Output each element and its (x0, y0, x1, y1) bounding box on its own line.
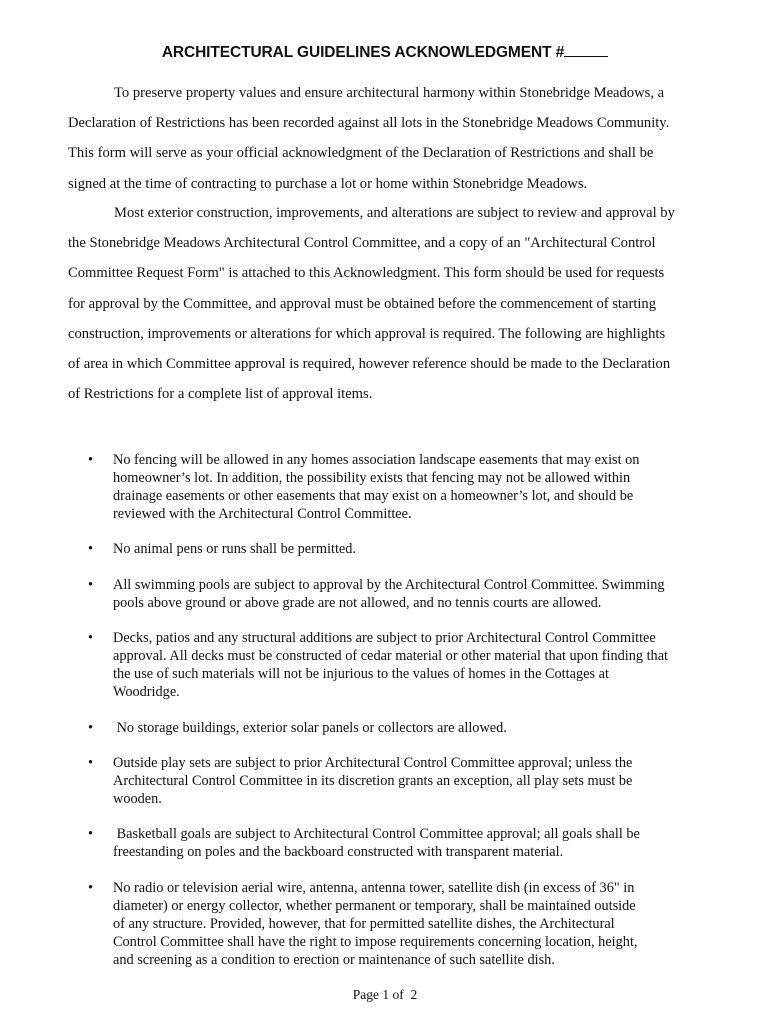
approval-paragraph (68, 198, 708, 409)
bullet-line: No animal pens or runs shall be permitted. (113, 541, 356, 557)
bullet-line: the use of such materials will not be injurious to the values of homes in the Cottages at (113, 666, 609, 683)
paragraph-line: the Stonebridge Meadows Architectural Control Committee, and a copy of an "Architectural Control (68, 235, 656, 252)
paragraph-line: Declaration of Restrictions has been recorded against all lots in the Stonebridge Meadows Community. (68, 115, 670, 132)
bullet-line: drainage easements or other easements that may exist on a homeowner’s lot, and should be (113, 488, 634, 505)
bullet-line: Woodridge. (113, 684, 180, 701)
paragraph-line: Most exterior construction, improvements, and alterations are subject to review and approval by (114, 205, 675, 221)
paragraph-line: construction, improvements or alterations for which approval is required. The following are highlights (68, 325, 666, 342)
bullet-line: pools above ground or above grade are not allowed, and no tennis courts are allowed. (113, 595, 602, 612)
bullet-line: No radio or television aerial wire, antenna, antenna tower, satellite dish (in excess of 36" in (113, 880, 635, 896)
bullet-line: approval. All decks must be constructed of cedar material or other material that upon finding that (113, 648, 669, 665)
bullet-line: Decks, patios and any structural additions are subject to prior Architectural Control Committee (113, 630, 656, 646)
bullet-line: Control Committee shall have the right to impose requirements concerning location, height, (113, 934, 638, 951)
bullet-marker: • (88, 541, 94, 557)
bullet-line: No storage buildings, exterior solar panels or collectors are allowed. (113, 720, 507, 736)
paragraph-line: of Restrictions for a complete list of approval items. (68, 386, 373, 403)
bullet-line: of any structure. Provided, however, that for permitted satellite dishes, the Architectural (113, 916, 615, 933)
bullet-line: Basketball goals are subject to Architectural Control Committee approval; all goals shall be (113, 826, 640, 842)
bullet-marker: • (88, 755, 94, 771)
bullet-line: homeowner’s lot. In addition, the possibility exists that fencing may not be allowed within (113, 470, 631, 487)
paragraph-line: This form will serve as your official acknowledgment of the Declaration of Restrictions and shall be (68, 145, 654, 162)
bullet-marker: • (88, 720, 94, 736)
bullet-marker: • (88, 577, 94, 593)
page-number: Page 1 of 2 (352, 987, 418, 1002)
bullet-line: No fencing will be allowed in any homes association landscape easements that may exist on (113, 452, 640, 468)
bullet-line: and screening as a condition to erection or maintenance of such satellite dish. (113, 952, 555, 969)
paragraph-line: for approval by the Committee, and approval must be obtained before the commencement of starting (68, 295, 657, 312)
paragraph-line: signed at the time of contracting to purchase a lot or home within Stonebridge Meadows. (68, 175, 588, 192)
title-number-blank (564, 44, 608, 57)
bullet-marker: • (88, 826, 94, 842)
bullet-marker: • (88, 630, 94, 646)
bullet-line: freestanding on poles and the backboard constructed with transparent material. (113, 844, 564, 861)
bullet-line: Architectural Control Committee in its discretion grants an exception, all play sets must be (113, 773, 633, 790)
bullet-marker: • (88, 880, 94, 896)
bullet-marker: • (88, 452, 94, 468)
bullet-line: All swimming pools are subject to approval by the Architectural Control Committee. Swimming (113, 577, 665, 593)
paragraph-line: To preserve property values and ensure architectural harmony within Stonebridge Meadows, a (114, 85, 665, 101)
title-text: ARCHITECTURAL GUIDELINES ACKNOWLEDGMENT # (161, 44, 565, 61)
intro-paragraph (68, 78, 708, 199)
bullet-line: wooden. (113, 791, 162, 808)
paragraph-line: of area in which Committee approval is required, however reference should be made to the Declaration (68, 356, 671, 373)
bullet-line: Outside play sets are subject to prior Architectural Control Committee approval; unless the (113, 755, 633, 771)
paragraph-line: Committee Request Form" is attached to this Acknowledgment. This form should be used for requests (68, 265, 665, 282)
bullet-line: diameter) or energy collector, whether permanent or temporary, shall be maintained outside (113, 898, 636, 915)
page-title (0, 44, 770, 62)
bullet-line: reviewed with the Architectural Control Committee. (113, 506, 412, 523)
